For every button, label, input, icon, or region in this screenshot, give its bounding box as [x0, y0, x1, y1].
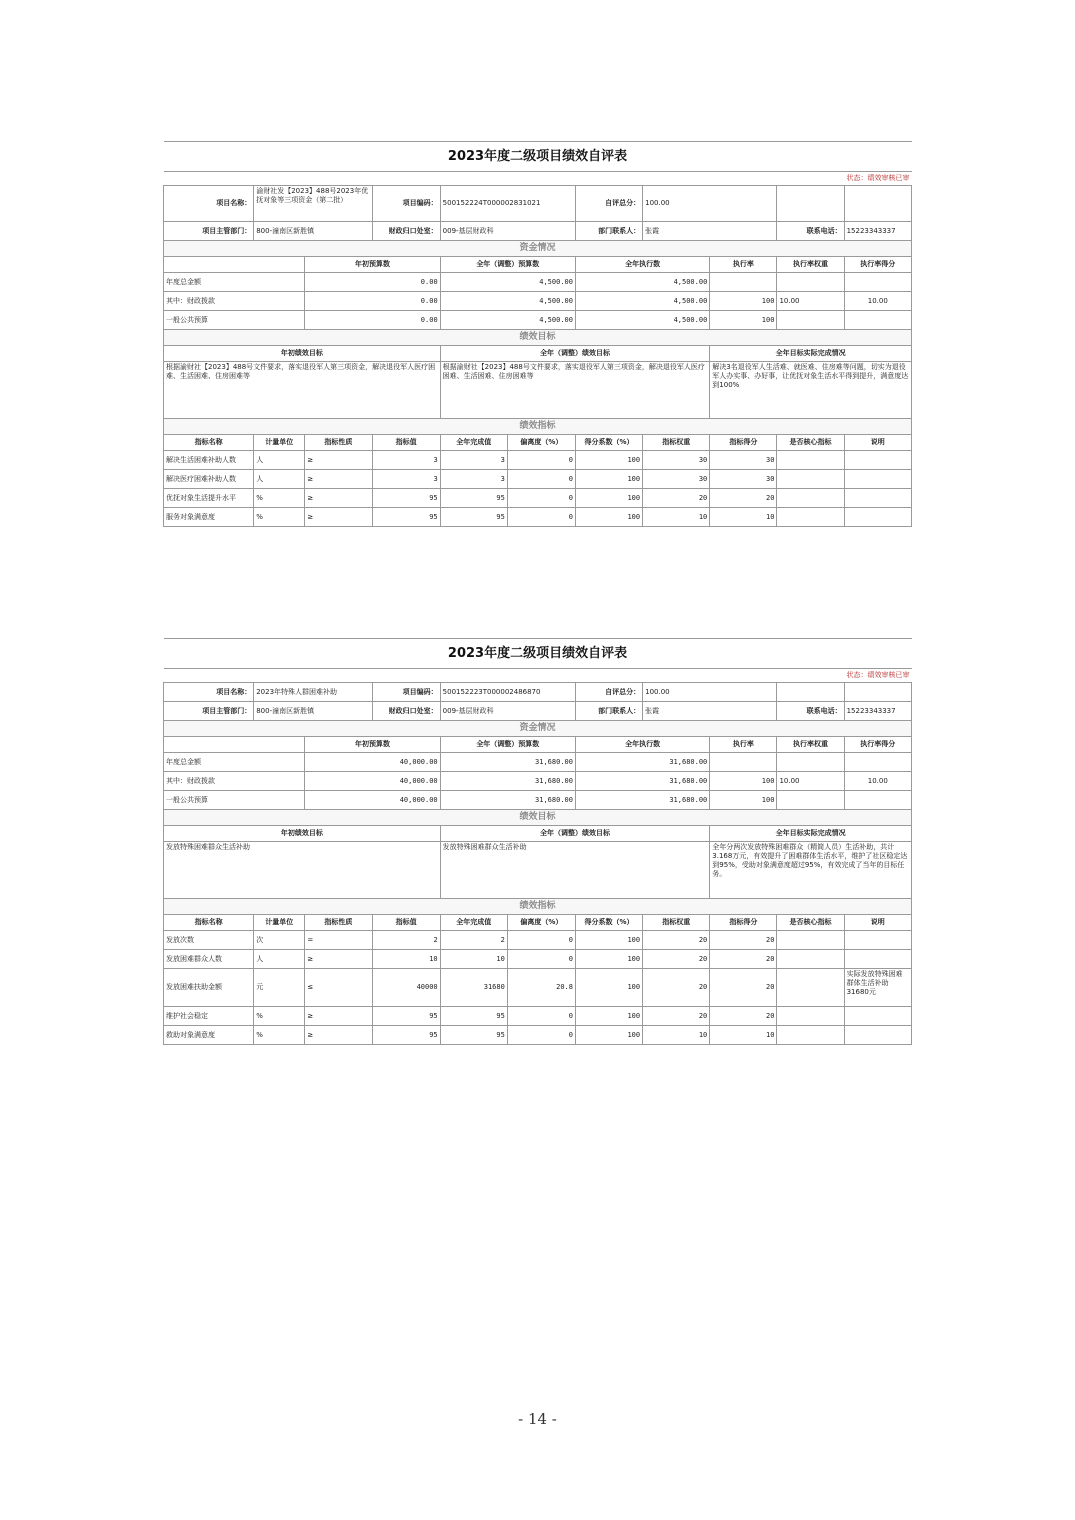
indicator-weight: 20	[643, 931, 710, 950]
funds-header: 年初预算数	[305, 737, 440, 753]
funds-score: 10.00	[844, 292, 911, 311]
indicator-header: 指标得分	[710, 435, 777, 451]
phone-value: 15223343337	[844, 222, 911, 241]
funds-executed: 31,680.00	[575, 791, 709, 810]
goal-initial: 发放特殊困难群众生活补助	[164, 842, 441, 899]
finance-label: 财政归口处室：	[372, 702, 440, 721]
funds-rate	[710, 273, 777, 292]
indicator-name: 优抚对象生活提升水平	[164, 489, 254, 508]
funds-executed: 4,500.00	[575, 311, 709, 330]
score-value: 100.00	[643, 186, 777, 222]
funds-executed: 4,500.00	[575, 292, 709, 311]
indicator-score: 20	[710, 950, 777, 969]
indicator-score: 20	[710, 931, 777, 950]
indicator-score: 30	[710, 451, 777, 470]
indicator-nature: ≥	[305, 470, 372, 489]
indicators-section-title: 绩效指标	[164, 899, 912, 915]
indicator-coef: 100	[575, 1007, 642, 1026]
indicator-row	[164, 489, 912, 508]
indicator-target: 95	[372, 1026, 440, 1045]
indicator-deviation: 0	[507, 451, 575, 470]
indicator-note: 实际发放特殊困难群体生活补助31680元	[844, 969, 911, 1007]
phone-label: 联系电话：	[777, 702, 844, 721]
dept-label: 项目主管部门：	[164, 702, 254, 721]
funds-header: 年初预算数	[305, 257, 440, 273]
indicator-header: 指标名称	[164, 915, 254, 931]
indicator-header: 是否核心指标	[777, 915, 844, 931]
indicator-note	[844, 1026, 911, 1045]
indicator-target: 95	[372, 489, 440, 508]
indicator-target: 10	[372, 950, 440, 969]
funds-executed: 31,680.00	[575, 753, 709, 772]
indicator-deviation: 0	[507, 950, 575, 969]
funds-initial: 0.00	[305, 273, 440, 292]
indicator-coef: 100	[575, 470, 642, 489]
funds-weight	[777, 791, 844, 810]
contact-label: 部门联系人：	[575, 222, 642, 241]
indicator-target: 3	[372, 470, 440, 489]
funds-adjusted: 4,500.00	[440, 273, 575, 292]
indicators-section-title: 绩效指标	[164, 419, 912, 435]
indicator-note	[844, 1007, 911, 1026]
funds-row-label: 其中：财政拨款	[164, 772, 305, 791]
indicator-core	[777, 1007, 844, 1026]
indicator-name: 解决生活困难补助人数	[164, 451, 254, 470]
phone-label: 联系电话：	[777, 222, 844, 241]
goal-adjusted: 发放特殊困难群众生活补助	[440, 842, 710, 899]
funds-section-title: 资金情况	[164, 721, 912, 737]
indicator-name: 解决医疗困难补助人数	[164, 470, 254, 489]
funds-adjusted: 31,680.00	[440, 772, 575, 791]
indicator-header: 说明	[844, 915, 911, 931]
funds-rate: 100	[710, 311, 777, 330]
indicator-name: 服务对象满意度	[164, 508, 254, 527]
indicator-name: 发放困难扶助金额	[164, 969, 254, 1007]
goals-section-title: 绩效目标	[164, 330, 912, 346]
funds-score	[844, 753, 911, 772]
goals-header: 年初绩效目标	[164, 826, 441, 842]
performance-form-2	[163, 638, 912, 1045]
project-code-label: 项目编码：	[372, 683, 440, 702]
indicator-nature: ≥	[305, 1007, 372, 1026]
indicator-header: 指标值	[372, 435, 440, 451]
indicator-target: 40000	[372, 969, 440, 1007]
goals-header: 全年（调整）绩效目标	[440, 346, 710, 362]
indicator-nature: ≥	[305, 950, 372, 969]
indicator-unit: %	[254, 1026, 305, 1045]
funds-row	[164, 772, 912, 791]
indicator-header: 得分系数（%）	[575, 915, 642, 931]
funds-header: 执行率权重	[777, 737, 844, 753]
indicator-core	[777, 931, 844, 950]
indicator-coef: 100	[575, 451, 642, 470]
indicator-deviation: 20.8	[507, 969, 575, 1007]
funds-initial: 40,000.00	[305, 772, 440, 791]
indicator-core	[777, 1026, 844, 1045]
indicator-weight: 20	[643, 1007, 710, 1026]
funds-weight	[777, 311, 844, 330]
funds-row	[164, 292, 912, 311]
indicator-deviation: 0	[507, 1007, 575, 1026]
indicator-name: 维护社会稳定	[164, 1007, 254, 1026]
indicator-core	[777, 950, 844, 969]
funds-score: 10.00	[844, 772, 911, 791]
funds-adjusted: 31,680.00	[440, 791, 575, 810]
goal-adjusted: 根据渝财社【2023】488号文件要求，落实退役军人第三项资金，解决退役军人医疗困难、生活困难、住房困难等	[440, 362, 710, 419]
page-number: - 14 -	[518, 1410, 557, 1428]
funds-weight	[777, 273, 844, 292]
indicator-nature: =	[305, 931, 372, 950]
indicator-header: 说明	[844, 435, 911, 451]
status-text: 状态：绩效审核已审	[164, 172, 912, 186]
score-label: 自评总分：	[575, 683, 642, 702]
indicator-note	[844, 470, 911, 489]
indicator-actual: 95	[440, 489, 507, 508]
indicator-target: 95	[372, 1007, 440, 1026]
indicator-header: 偏离度（%）	[507, 435, 575, 451]
indicator-header: 全年完成值	[440, 915, 507, 931]
indicator-core	[777, 508, 844, 527]
indicator-name: 发放困难群众人数	[164, 950, 254, 969]
funds-rate: 100	[710, 791, 777, 810]
funds-initial: 40,000.00	[305, 753, 440, 772]
indicator-weight: 20	[643, 969, 710, 1007]
contact-value: 张霞	[643, 702, 777, 721]
status-text: 状态：绩效审核已审	[164, 669, 912, 683]
funds-rate: 100	[710, 292, 777, 311]
finance-label: 财政归口处室：	[372, 222, 440, 241]
finance-value: 009-基层财政科	[440, 222, 575, 241]
indicator-note	[844, 508, 911, 527]
indicator-target: 3	[372, 451, 440, 470]
funds-adjusted: 4,500.00	[440, 292, 575, 311]
funds-row-label: 年度总金额	[164, 753, 305, 772]
phone-value: 15223343337	[844, 702, 911, 721]
funds-row-label: 其中：财政拨款	[164, 292, 305, 311]
indicator-actual: 95	[440, 1007, 507, 1026]
project-name-label: 项目名称：	[164, 186, 254, 222]
funds-rate	[710, 753, 777, 772]
indicator-header: 偏离度（%）	[507, 915, 575, 931]
indicator-row	[164, 451, 912, 470]
indicator-weight: 10	[643, 508, 710, 527]
funds-adjusted: 31,680.00	[440, 753, 575, 772]
indicator-header: 指标名称	[164, 435, 254, 451]
funds-header: 执行率	[710, 737, 777, 753]
indicator-unit: 次	[254, 931, 305, 950]
indicator-core	[777, 969, 844, 1007]
indicator-header: 指标得分	[710, 915, 777, 931]
funds-header: 全年（调整）预算数	[440, 257, 575, 273]
project-name-label: 项目名称：	[164, 683, 254, 702]
indicator-nature: ≥	[305, 451, 372, 470]
funds-initial: 40,000.00	[305, 791, 440, 810]
form-table	[163, 141, 912, 527]
funds-section-title: 资金情况	[164, 241, 912, 257]
indicator-core	[777, 470, 844, 489]
indicator-nature: ≤	[305, 969, 372, 1007]
funds-score	[844, 311, 911, 330]
indicator-coef: 100	[575, 489, 642, 508]
funds-header: 全年执行数	[575, 257, 709, 273]
contact-label: 部门联系人：	[575, 702, 642, 721]
indicator-unit: 人	[254, 950, 305, 969]
project-name: 2023年特殊人群困难补助	[254, 683, 372, 702]
indicator-score: 20	[710, 1007, 777, 1026]
funds-initial: 0.00	[305, 292, 440, 311]
performance-form-1	[163, 141, 912, 527]
funds-score	[844, 791, 911, 810]
dept-label: 项目主管部门：	[164, 222, 254, 241]
indicator-nature: ≥	[305, 508, 372, 527]
indicator-weight: 10	[643, 1026, 710, 1045]
funds-adjusted: 4,500.00	[440, 311, 575, 330]
indicator-unit: %	[254, 489, 305, 508]
indicator-row	[164, 1007, 912, 1026]
form-table	[163, 638, 912, 1045]
dept-value: 800-潼南区新胜镇	[254, 222, 372, 241]
indicator-score: 20	[710, 489, 777, 508]
project-code: 500152224T000002831021	[440, 186, 575, 222]
indicator-weight: 20	[643, 489, 710, 508]
indicator-unit: 人	[254, 451, 305, 470]
indicator-header: 指标值	[372, 915, 440, 931]
indicator-row	[164, 931, 912, 950]
indicator-note	[844, 451, 911, 470]
indicator-coef: 100	[575, 969, 642, 1007]
indicator-header: 计量单位	[254, 435, 305, 451]
indicator-actual: 10	[440, 950, 507, 969]
indicator-note	[844, 489, 911, 508]
funds-initial: 0.00	[305, 311, 440, 330]
indicator-note	[844, 931, 911, 950]
indicator-note	[844, 950, 911, 969]
indicator-deviation: 0	[507, 508, 575, 527]
indicator-score: 10	[710, 1026, 777, 1045]
funds-row	[164, 273, 912, 292]
indicator-coef: 100	[575, 508, 642, 527]
funds-header: 执行率得分	[844, 257, 911, 273]
goals-section-title: 绩效目标	[164, 810, 912, 826]
indicator-unit: 元	[254, 969, 305, 1007]
indicator-row	[164, 950, 912, 969]
indicator-header: 指标权重	[643, 915, 710, 931]
funds-row-label: 年度总金额	[164, 273, 305, 292]
funds-header: 执行率	[710, 257, 777, 273]
funds-header: 执行率得分	[844, 737, 911, 753]
indicator-name: 发放次数	[164, 931, 254, 950]
indicator-row	[164, 969, 912, 1007]
score-label: 自评总分：	[575, 186, 642, 222]
score-value: 100.00	[643, 683, 777, 702]
indicator-score: 30	[710, 470, 777, 489]
funds-row-label: 一般公共预算	[164, 311, 305, 330]
indicator-actual: 3	[440, 470, 507, 489]
goal-initial: 根据渝财社【2023】488号文件要求，落实退役军人第三项资金，解决退役军人医疗困难、生活困难、住房困难等	[164, 362, 441, 419]
project-name: 渝财社发【2023】488号2023年优抚对象等三项资金（第二批）	[254, 186, 372, 222]
indicator-header: 指标权重	[643, 435, 710, 451]
form-title: 2023年度二级项目绩效自评表	[164, 142, 912, 172]
indicator-coef: 100	[575, 931, 642, 950]
funds-executed: 31,680.00	[575, 772, 709, 791]
indicator-actual: 31680	[440, 969, 507, 1007]
indicator-unit: %	[254, 1007, 305, 1026]
indicator-row	[164, 508, 912, 527]
indicator-weight: 30	[643, 451, 710, 470]
funds-row	[164, 753, 912, 772]
form-title: 2023年度二级项目绩效自评表	[164, 639, 912, 669]
indicator-target: 95	[372, 508, 440, 527]
indicator-header: 计量单位	[254, 915, 305, 931]
funds-rate: 100	[710, 772, 777, 791]
indicator-actual: 2	[440, 931, 507, 950]
indicator-name: 救助对象满意度	[164, 1026, 254, 1045]
indicator-header: 是否核心指标	[777, 435, 844, 451]
goals-header: 全年目标实际完成情况	[710, 826, 912, 842]
funds-executed: 4,500.00	[575, 273, 709, 292]
indicator-deviation: 0	[507, 489, 575, 508]
indicator-unit: 人	[254, 470, 305, 489]
funds-header: 全年（调整）预算数	[440, 737, 575, 753]
indicator-header: 指标性质	[305, 435, 372, 451]
funds-row	[164, 791, 912, 810]
goals-header: 年初绩效目标	[164, 346, 441, 362]
funds-header: 执行率权重	[777, 257, 844, 273]
indicator-actual: 95	[440, 508, 507, 527]
indicator-header: 得分系数（%）	[575, 435, 642, 451]
indicator-nature: ≥	[305, 1026, 372, 1045]
funds-header: 全年执行数	[575, 737, 709, 753]
project-code-label: 项目编码：	[372, 186, 440, 222]
dept-value: 800-潼南区新胜镇	[254, 702, 372, 721]
indicator-score: 20	[710, 969, 777, 1007]
indicator-target: 2	[372, 931, 440, 950]
indicator-weight: 30	[643, 470, 710, 489]
indicator-actual: 3	[440, 451, 507, 470]
contact-value: 张霞	[643, 222, 777, 241]
project-code: 500152223T000002486870	[440, 683, 575, 702]
indicator-coef: 100	[575, 1026, 642, 1045]
indicator-row	[164, 470, 912, 489]
indicator-core	[777, 451, 844, 470]
funds-weight	[777, 753, 844, 772]
funds-weight: 10.00	[777, 292, 844, 311]
funds-weight: 10.00	[777, 772, 844, 791]
funds-score	[844, 273, 911, 292]
indicator-core	[777, 489, 844, 508]
finance-value: 009-基层财政科	[440, 702, 575, 721]
goal-actual: 解决3名退役军人生活难、就医难、住房难等问题，切实为退役军人办实事、办好事，让优抚对象生活水平得到提升，满意度达到100%	[710, 362, 912, 419]
indicator-unit: %	[254, 508, 305, 527]
indicator-weight: 20	[643, 950, 710, 969]
indicator-deviation: 0	[507, 470, 575, 489]
indicator-score: 10	[710, 508, 777, 527]
indicator-header: 指标性质	[305, 915, 372, 931]
indicator-nature: ≥	[305, 489, 372, 508]
funds-row-label: 一般公共预算	[164, 791, 305, 810]
goals-header: 全年（调整）绩效目标	[440, 826, 710, 842]
indicator-header: 全年完成值	[440, 435, 507, 451]
funds-row	[164, 311, 912, 330]
indicator-deviation: 0	[507, 931, 575, 950]
indicator-deviation: 0	[507, 1026, 575, 1045]
indicator-actual: 95	[440, 1026, 507, 1045]
goals-header: 全年目标实际完成情况	[710, 346, 912, 362]
indicator-row	[164, 1026, 912, 1045]
goal-actual: 全年分两次发放特殊困难群众（精简人员）生活补助，共计3.168万元，有效提升了困难群体生活水平，维护了社区稳定达到95%，受助对象满意度超过95%，有效完成了当年的目标任务。	[710, 842, 912, 899]
indicator-coef: 100	[575, 950, 642, 969]
